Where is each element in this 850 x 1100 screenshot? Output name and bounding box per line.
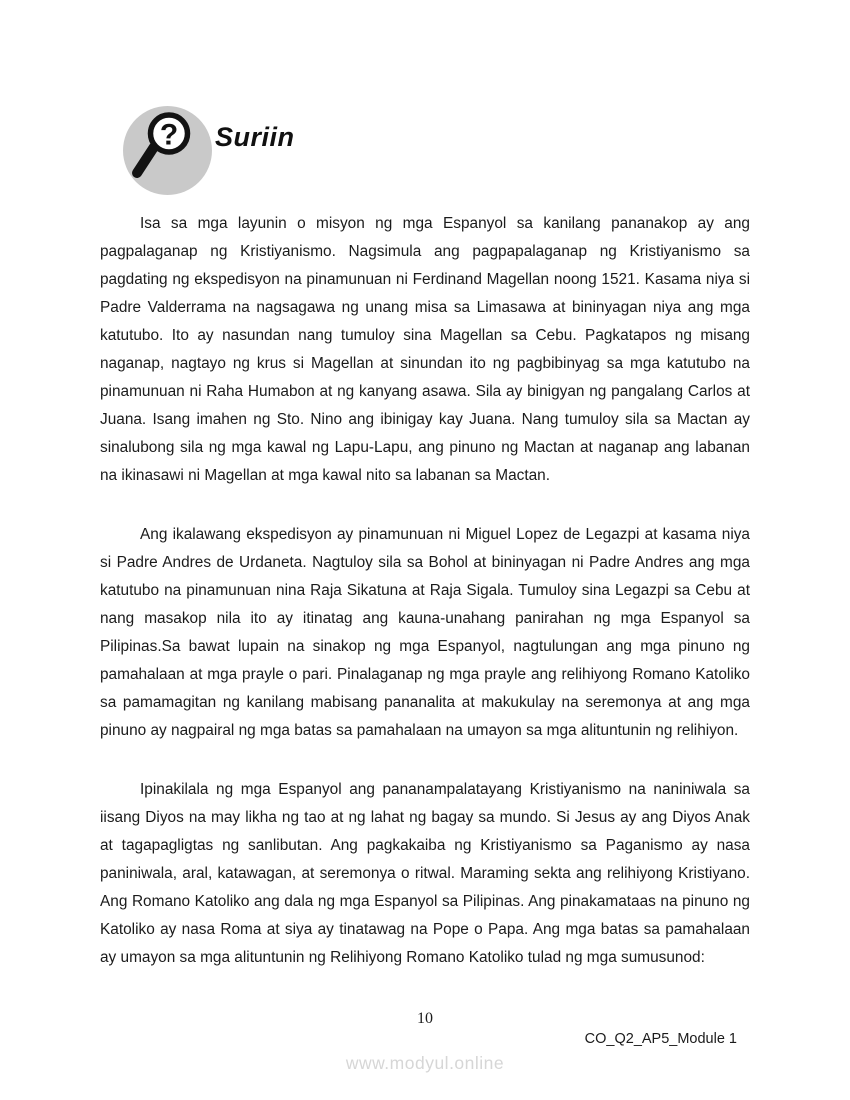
- section-title: Suriin: [215, 122, 295, 152]
- page-number: 10: [417, 1010, 433, 1027]
- magnifier-question-svg: [123, 106, 212, 195]
- module-code: CO_Q2_AP5_Module 1: [584, 1031, 737, 1047]
- watermark: www.modyul.online: [345, 1053, 505, 1073]
- body-text: [100, 210, 750, 1003]
- paragraph-2: Ang ikalawang ekspedisyon ay pinamunuan ni Miguel Lopez de Legazpi at kasama niya si Padre Andres de Urdaneta. Nagtuloy sila sa Bohol at bininyagan ni Padre Andres ang mga katutubo na pinamunuan nina Raja Sikatuna at Raja Sigala. Tumuloy sina Legazpi sa Cebu at nang masakop nila ito ay itinatag ang kauna-unahang panirahan ng mga Espanyol sa Pilipinas.Sa bawat lupain na sinakop ng mga Espanyol, nagtulungan ang mga pinuno ng pamahalaan at mga prayle o pari. Pinalaganap ng mga prayle ang relihiyong Romano Katoliko sa pamamagitan ng kanilang mabisang pananalita at makukulay na seremonya at ang mga pinuno ay nagpairal ng mga batas sa pamahalaan na umayon sa mga alituntunin ng relihiyon.: [100, 526, 750, 739]
- question-mark-glyph: ?: [159, 118, 179, 152]
- paragraph-3: Ipinakilala ng mga Espanyol ang pananampalatayang Kristiyanismo na naniniwala sa iisang Diyos na may likha ng tao at ng lahat ng bagay sa mundo. Si Jesus ay ang Diyos Anak at tagapagligtas ng sanlibutan. Ang pagkakaiba ng Kristiyanismo sa Paganismo ay nasa paniniwala, aral, katawagan, at seremonya o ritwal. Maraming sekta ang relihiyong Kristiyano. Ang Romano Katoliko ang dala ng mga Espanyol sa Pilipinas. Ang pinakamataas na pinuno ng Katoliko ay nasa Roma at siya ay tinatawag na Pope o Papa. Ang mga batas sa pamahalaan ay umayon sa mga alituntunin ng Relihiyong Romano Katoliko tulad ng mga sumusunod:: [100, 781, 750, 966]
- paragraph-1: Isa sa mga layunin o misyon ng mga Espanyol sa kanilang pananakop ay ang pagpalaganap ng Kristiyanismo. Nagsimula ang pagpapalaganap ng Kristiyanismo sa pagdating ng ekspedisyon na pinamunuan ni Ferdinand Magellan noong 1521. Kasama niya si Padre Valderrama na nagsagawa ng unang misa sa Limasawa at bininyagan niya ang mga katutubo. Ito ay nasundan nang tumuloy sina Magellan sa Cebu. Pagkatapos ng misang naganap, nagtayo ng krus si Magellan at sinundan ito ng pagbibinyag sa mga katutubo na pinamunuan ni Raha Humabon at ng kanyang asawa. Sila ay binigyan ng pangalang Carlos at Juana. Isang imahen ng Sto. Nino ang ibinigay kay Juana. Nang tumuloy sila sa Mactan ay sinalubong sila ng mga kawal ng Lapu-Lapu, ang pinuno ng Mactan at naganap ang labanan na ikinasawi ni Magellan at mga kawal nito sa labanan sa Mactan.: [100, 215, 750, 484]
- magnifier-question-icon: [123, 106, 212, 195]
